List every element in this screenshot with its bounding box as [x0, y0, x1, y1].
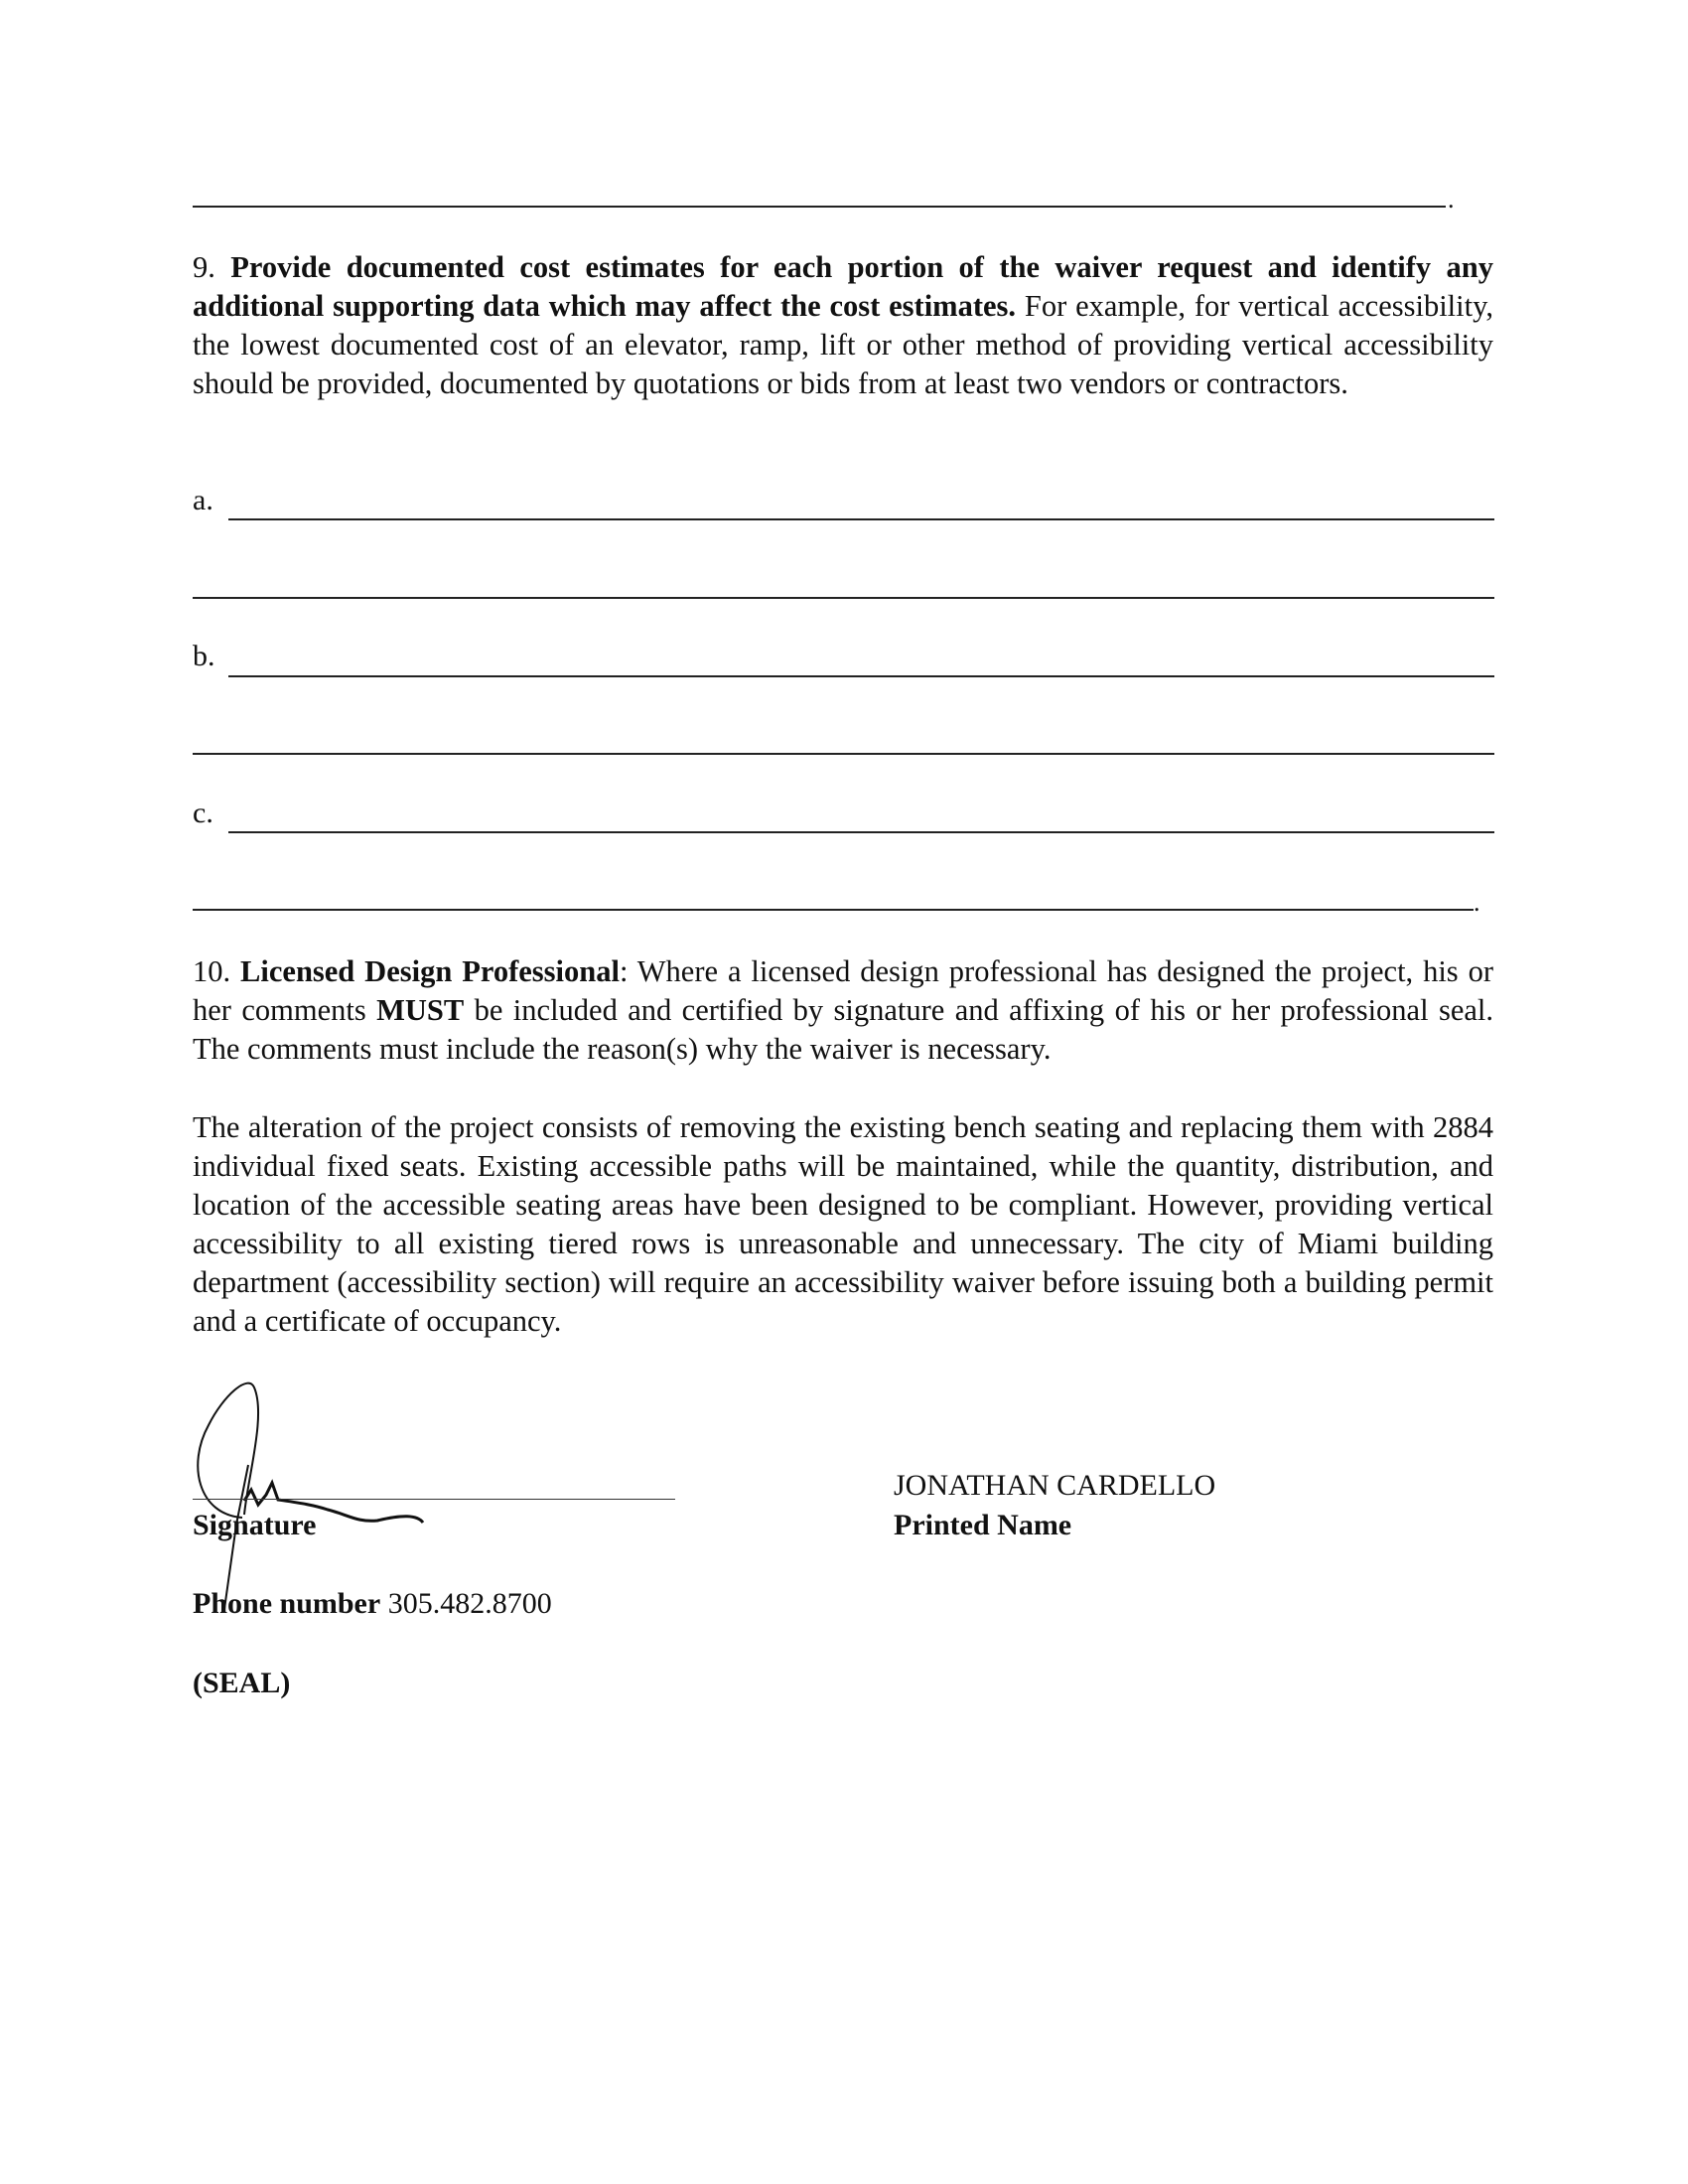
line-period: . — [1448, 185, 1455, 214]
item-b-line-1[interactable] — [228, 675, 1494, 677]
item-b-line-2[interactable] — [193, 753, 1494, 755]
printed-name-label: Printed Name — [894, 1509, 1072, 1541]
section-10-number: 10. — [193, 954, 231, 988]
section-9-heading: Provide documented cost estimates for each portion of the waiver request and identify any additional supporting data which may affect the cost estimates. — [193, 250, 1493, 323]
seal-label: (SEAL) — [193, 1667, 291, 1699]
item-b-label: b. — [193, 640, 215, 672]
printed-name-value: JONATHAN CARDELLO — [894, 1469, 1216, 1502]
phone-number-value: 305.482.8700 — [387, 1587, 552, 1620]
line-period: . — [1474, 888, 1480, 917]
item-c-label: c. — [193, 797, 213, 829]
item-c-line-1[interactable] — [228, 831, 1494, 833]
section-10-text — [193, 952, 1493, 1069]
signature-label: Signature — [193, 1509, 317, 1541]
item-a-label: a. — [193, 484, 213, 516]
section-10-heading: Licensed Design Professional — [240, 954, 620, 988]
section-9-number: 9. — [193, 250, 215, 284]
item-a-line-1[interactable] — [228, 518, 1494, 520]
signature-line[interactable] — [193, 1499, 675, 1500]
answer-line-previous — [193, 206, 1446, 208]
section-10-body-1: : Where a licensed design professional has designed the project, his or her comments — [193, 954, 1493, 1027]
design-professional-comments: The alteration of the project consists of removing the existing bench seating and replacing them with 2884 individual fixed seats. Existing accessible paths will be maintained, while the quantity, distribution, and location of the accessible seating areas have been designed to be compliant. However, providing vertical accessibility to all existing tiered rows is unreasonable and unnecessary. The city of Miami building department (accessibility section) will require an accessibility waiver before issuing both a building permit and a certificate of occupancy. — [193, 1110, 1493, 1338]
phone-number-label: Phone number — [193, 1587, 381, 1620]
item-c-line-2[interactable] — [193, 909, 1474, 911]
phone-number-row — [193, 1589, 552, 1619]
section-9-text — [193, 248, 1493, 403]
section-9-body: For example, for vertical accessibility, the lowest documented cost of an elevator, ramp, lift or other method of providing vertical accessibility should be provided, documented by quotations or bids from at least two vendors or contractors. — [193, 289, 1493, 400]
section-10-body-2: be included and certified by signature and affixing of his or her professional seal. The comments must include the reason(s) why the waiver is necessary. — [193, 993, 1494, 1066]
item-a-line-2[interactable] — [193, 597, 1494, 599]
section-10-must: MUST — [376, 993, 465, 1027]
